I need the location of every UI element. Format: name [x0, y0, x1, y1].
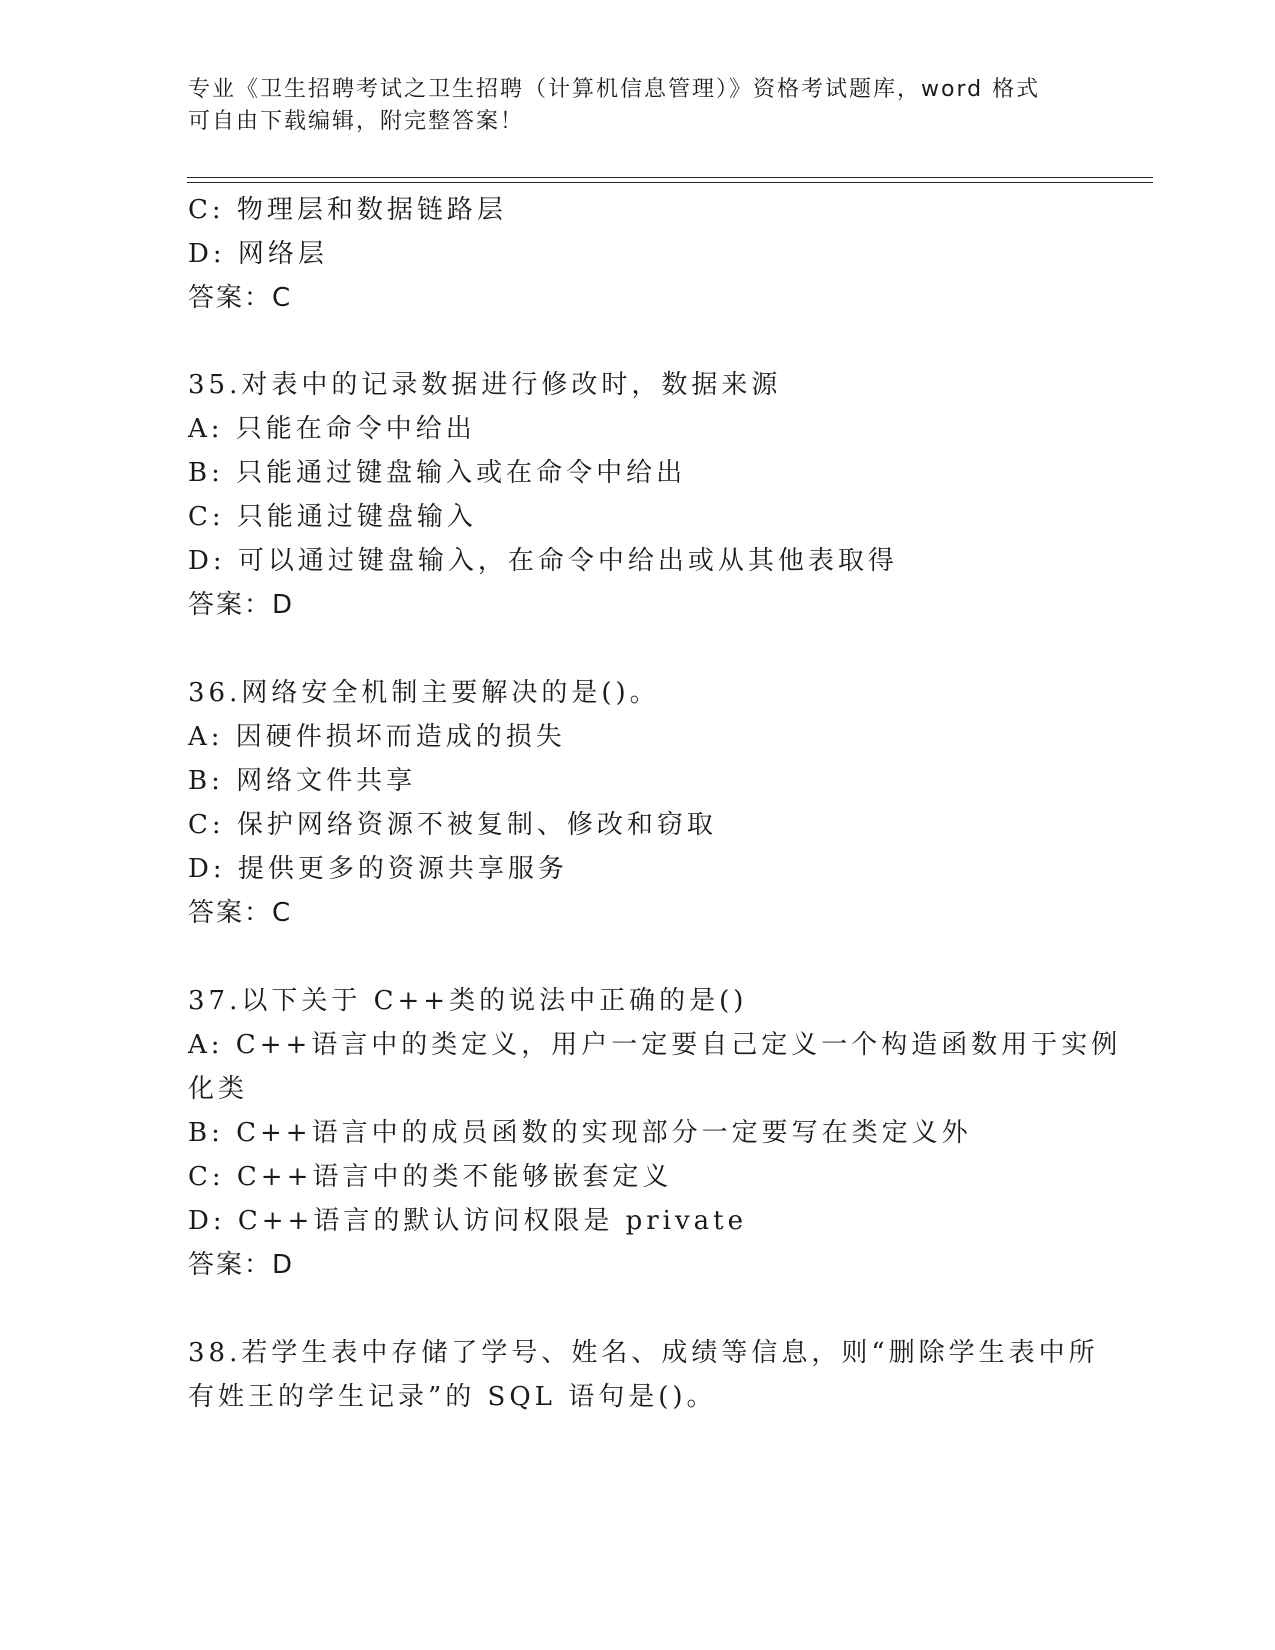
q35-stem: 35.对表中的记录数据进行修改时，数据来源	[188, 370, 782, 400]
header-divider-bottom	[187, 182, 1153, 183]
q36-option-c: C: 保护网络资源不被复制、修改和窃取	[188, 810, 717, 840]
header-line-1: 专业《卫生招聘考试之卫生招聘（计算机信息管理）》资格考试题库，word 格式	[188, 77, 1041, 102]
q35-option-c: C: 只能通过键盘输入	[188, 502, 477, 532]
q37-stem: 37.以下关于 C++类的说法中正确的是()	[188, 986, 748, 1016]
document-header	[188, 74, 1068, 138]
q36-option-d: D: 提供更多的资源共享服务	[188, 854, 568, 884]
q38-stem-line-1: 38.若学生表中存储了学号、姓名、成绩等信息，则“删除学生表中所	[188, 1338, 1099, 1368]
q37-option-c: C: C++语言中的类不能够嵌套定义	[188, 1162, 673, 1192]
q35-option-b: B: 只能通过键盘输入或在命令中给出	[188, 458, 687, 488]
q37-answer: 答案：D	[188, 1250, 295, 1280]
q37-option-d: D: C++语言的默认访问权限是 private	[188, 1206, 748, 1236]
q36-answer: 答案：C	[188, 898, 293, 928]
q35-option-d: D: 可以通过键盘输入，在命令中给出或从其他表取得	[188, 546, 898, 576]
q37-option-a-line-2: 化类	[188, 1074, 249, 1104]
q34-option-c: C: 物理层和数据链路层	[188, 195, 507, 225]
q35-option-a: A: 只能在命令中给出	[188, 414, 476, 444]
q35-answer: 答案：D	[188, 590, 295, 620]
q36-option-a: A: 因硬件损坏而造成的损失	[188, 722, 566, 752]
q36-option-b: B: 网络文件共享	[188, 766, 417, 796]
q37-option-a-line-1: A: C++语言中的类定义，用户一定要自己定义一个构造函数用于实例	[188, 1030, 1122, 1060]
q34-answer: 答案：C	[188, 283, 293, 313]
q34-option-d: D: 网络层	[188, 239, 328, 269]
q36-stem: 36.网络安全机制主要解决的是()。	[188, 678, 660, 708]
q38-stem-line-2: 有姓王的学生记录”的 SQL 语句是()。	[188, 1382, 717, 1412]
header-line-2: 可自由下载编辑，附完整答案！	[188, 109, 525, 134]
q37-option-b: B: C++语言中的成员函数的实现部分一定要写在类定义外	[188, 1118, 972, 1148]
header-divider-top	[187, 177, 1153, 178]
